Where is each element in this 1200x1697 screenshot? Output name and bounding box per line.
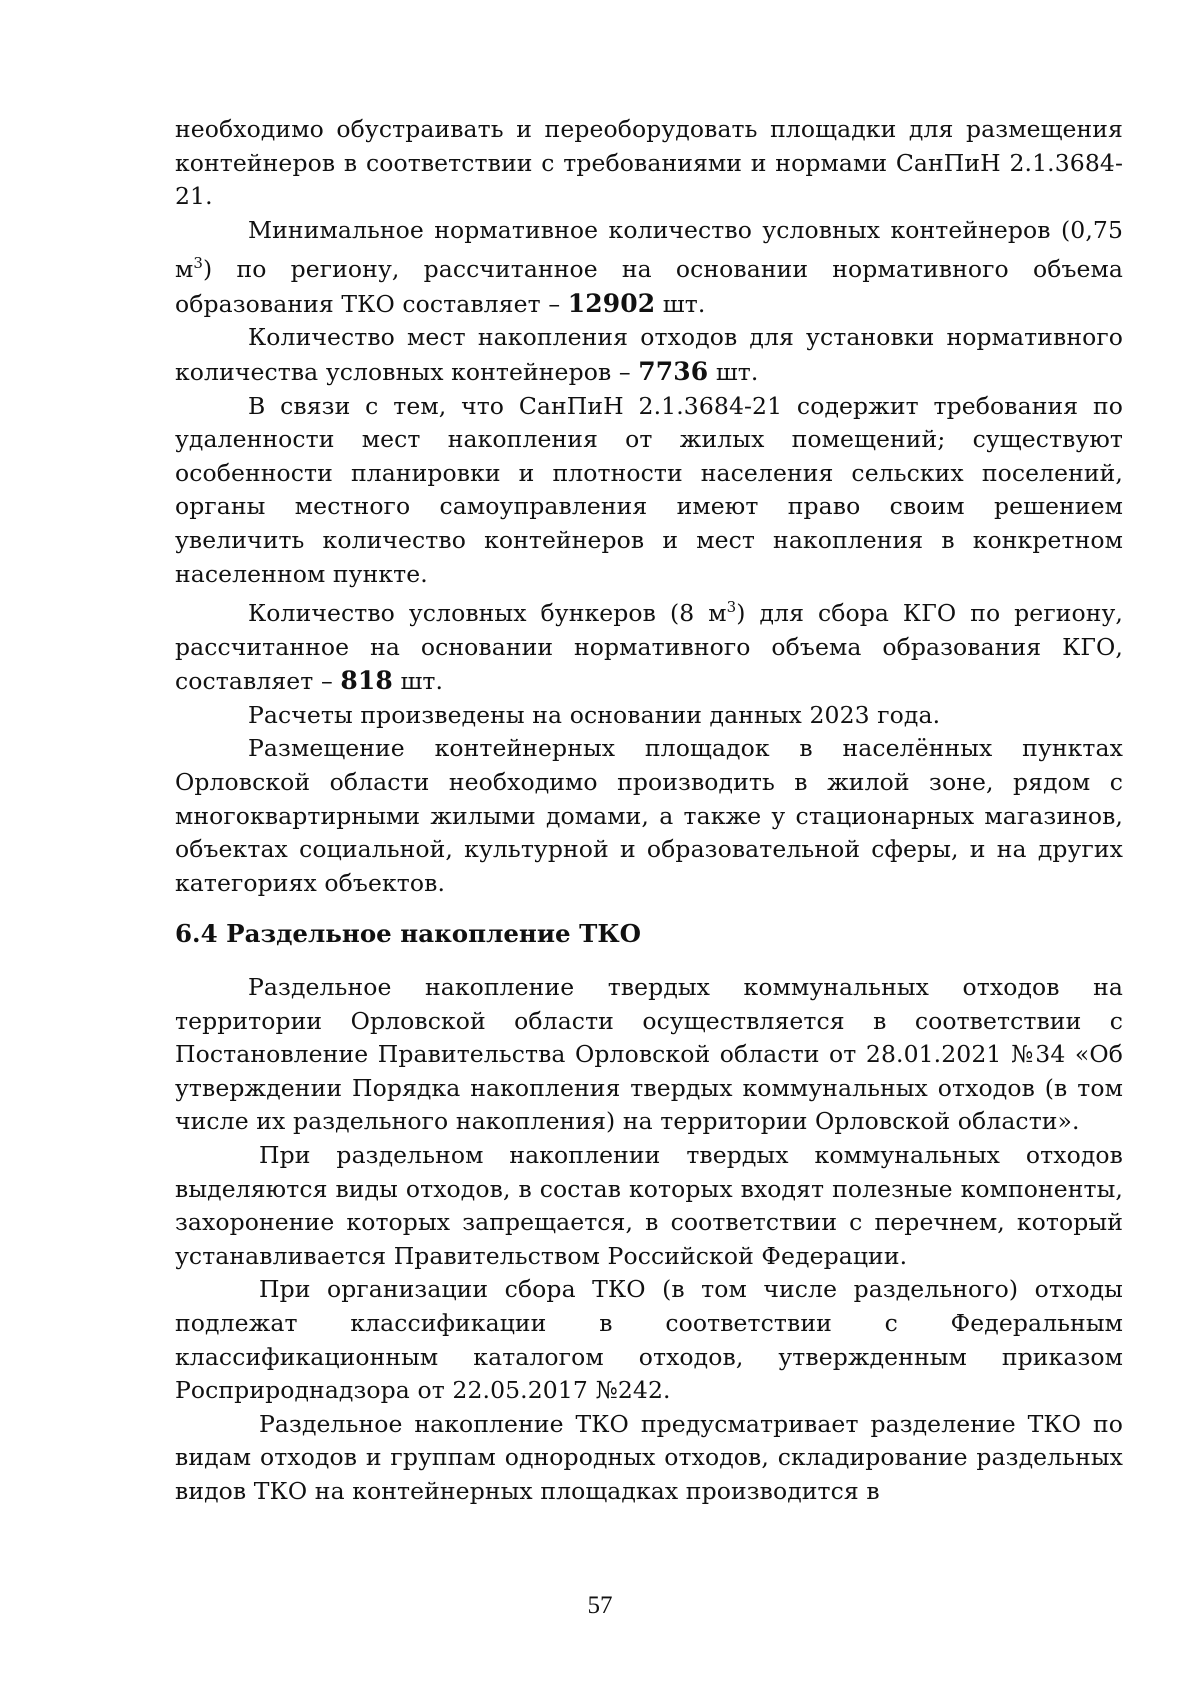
page-number: 57: [587, 1592, 613, 1619]
body-text-section: [175, 971, 1123, 1509]
text-span: шт.: [655, 289, 706, 318]
containers-count: 12902: [567, 288, 656, 318]
paragraph-sanpin: В связи с тем, что СанПиН 2.1.3684-21 содержит требования по удаленности мест накопления от жилых помещений; существуют особенности планировки и плотности населения сельских поселений, органы местного самоуправления имеют право своим решением увеличить количество контейнеров и мест накопления в конкретном населенном пункте.: [175, 391, 1123, 588]
paragraph-section-2: При раздельном накоплении твердых коммунальных отходов выделяются виды отходов, в состав которых входят полезные компоненты, захоронение которых запрещается, в соответствии с перечнем, который устанавливается Правительством Российской Федерации.: [175, 1140, 1123, 1270]
body-text-upper: [175, 113, 1123, 900]
text-span: ) для сбора КГО по региону, рассчитанное на основании нормативного объема образования КГО, составляет –: [175, 598, 1124, 696]
paragraph-placement: Размещение контейнерных площадок в населённых пунктах Орловской области необходимо производить в жилой зоне, рядом с многоквартирными жилыми домами, а также у стационарных магазинов, объектах социальной, культурной и образовательной сферы, и на других категориях объектов.: [175, 734, 1123, 897]
paragraph-places: [175, 321, 1123, 389]
places-count: 7736: [638, 356, 709, 386]
paragraph-calculations: Расчеты произведены на основании данных 2023 года.: [248, 700, 941, 729]
text-span: Количество условных бункеров (8 м: [248, 598, 727, 627]
paragraph-section-4: Раздельное накопление ТКО предусматривает разделение ТКО по видам отходов и группам однородных отходов, складирование раздельных видов ТКО на контейнерных площадках производится в: [175, 1409, 1123, 1505]
text-span: Минимальное нормативное количество условных контейнеров (0,75 м: [175, 215, 1123, 284]
superscript: 3: [726, 598, 737, 617]
paragraph-section-3: При организации сбора ТКО (в том числе раздельного) отходы подлежат классификации в соответствии с Федеральным классификационным каталогом отходов, утвержденным приказом Росприроднадзора от 22.05.2017 №242.: [175, 1275, 1123, 1405]
paragraph-bunkers: [175, 591, 1123, 699]
paragraph-min-containers: [175, 214, 1123, 322]
bunkers-count: 818: [340, 666, 393, 696]
text-span: Количество мест накопления отходов для установки нормативного количества условных контейнеров –: [175, 323, 1123, 386]
text-span: ) по региону, рассчитанное на основании нормативного объема образования ТКО составляет –: [175, 255, 1123, 318]
text-span: шт.: [392, 667, 444, 696]
text-span: шт.: [708, 357, 759, 386]
paragraph-section-1: Раздельное накопление твердых коммунальных отходов на территории Орловской области осуществляется в соответствии с Постановление Правительства Орловской области от 28.01.2021 №34 «Об утверждении Порядка накопления твердых коммунальных отходов (в том числе их раздельного накопления) на территории Орловской области».: [175, 973, 1123, 1136]
superscript: 3: [193, 254, 204, 273]
paragraph-continuation: необходимо обустраивать и переоборудовать площадки для размещения контейнеров в соответствии с требованиями и нормами СанПиН 2.1.3684-21.: [175, 115, 1123, 211]
section-heading: 6.4 Раздельное накопление ТКО: [175, 919, 642, 948]
